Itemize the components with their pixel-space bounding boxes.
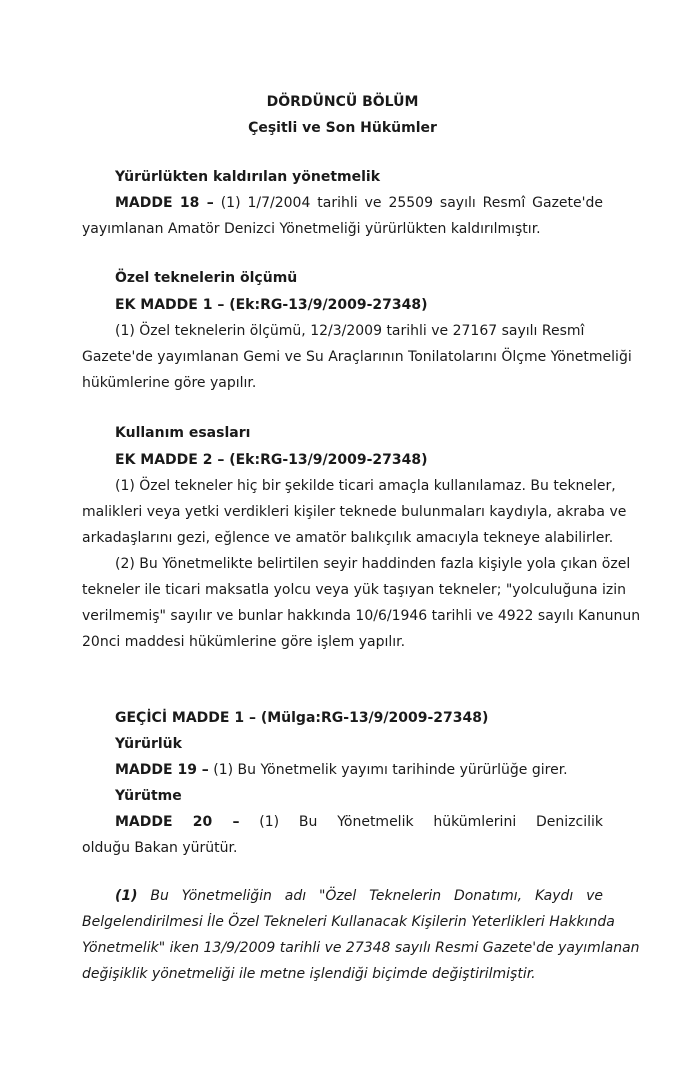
ek-article-1-heading: EK MADDE 1 – (Ek:RG-13/9/2009-27348) (115, 297, 428, 313)
article-18-title: Yürürlükten kaldırılan yönetmelik (115, 169, 381, 185)
ek-article-2-p2-line-4: 20nci maddesi hükümlerine göre işlem yapılır. (82, 634, 406, 650)
ek-article-2-heading: EK MADDE 2 – (Ek:RG-13/9/2009-27348) (115, 452, 428, 468)
temporary-article-1-heading: GEÇİCİ MADDE 1 – (Mülga:RG-13/9/2009-27348) (115, 710, 489, 726)
article-19-title: Yürürlük (115, 736, 182, 752)
ek-article-2-p2-line-3: verilmemiş" sayılır ve bunlar hakkında 10/6/1946 tarihli ve 4922 sayılı Kanunun (82, 608, 641, 624)
ek-article-1-line-2: Gazete'de yayımlanan Gemi ve Su Araçlarının Tonilatolarını Ölçme Yönetmeliği (82, 349, 632, 365)
article-20-line-1: MADDE 20 – (1) Bu Yönetmelik hükümlerini Denizcilik (115, 814, 603, 830)
footnote-line-4: değişiklik yönetmeliği ile metne işlendiği biçimde değiştirilmiştir. (82, 966, 536, 982)
ek-article-2-p1-line-3: arkadaşlarını gezi, eğlence ve amatör balıkçılık amacıyla tekneye alabilirler. (82, 530, 614, 546)
ek-article-2-p1-line-2: malikleri veya yetki verdikleri kişiler teknede bulunmaları kaydıyla, akraba ve (82, 504, 627, 520)
section-subheading: Çeşitli ve Son Hükümler (248, 120, 437, 136)
footnote-line-1: (1) Bu Yönetmeliğin adı "Özel Teknelerin Donatımı, Kaydı ve (115, 888, 603, 904)
article-18-line-1-label: MADDE 18 – (115, 195, 214, 211)
article-19-text: (1) Bu Yönetmelik yayımı tarihinde yürürlüğe girer. (208, 762, 568, 778)
footnote-number: (1) (115, 888, 138, 904)
ek-article-1-line-3: hükümlerine göre yapılır. (82, 375, 257, 391)
ek-article-2-p2-line-2: tekneler ile ticari maksatla yolcu veya yük taşıyan tekneler; "yolculuğuna izin (82, 582, 627, 598)
section-heading: DÖRDÜNCÜ BÖLÜM (266, 94, 419, 110)
ek-article-1-line-1: (1) Özel teknelerin ölçümü, 12/3/2009 tarihli ve 27167 sayılı Resmî (115, 323, 585, 339)
article-19-line (115, 760, 568, 780)
article-18-line-1: MADDE 18 – (1) 1/7/2004 tarihli ve 25509 sayılı Resmî Gazete'de (115, 195, 603, 211)
ek-article-2-p1-line-1: (1) Özel tekneler hiç bir şekilde ticari amaçla kullanılamaz. Bu tekneler, (115, 478, 616, 494)
article-20-title: Yürütme (115, 788, 182, 804)
ek-article-2-p2-line-1: (2) Bu Yönetmelikte belirtilen seyir haddinden fazla kişiyle yola çıkan özel (115, 556, 631, 572)
ek-article-1-title: Özel teknelerin ölçümü (115, 270, 298, 286)
article-20-line-1-label: MADDE 20 – (115, 814, 240, 830)
article-20-line-2: olduğu Bakan yürütür. (82, 840, 238, 856)
footnote-line-3: Yönetmelik" iken 13/9/2009 tarihli ve 27348 sayılı Resmi Gazete'de yayımlanan (82, 940, 640, 956)
article-19-label: MADDE 19 – (115, 762, 209, 778)
ek-article-2-title: Kullanım esasları (115, 425, 251, 441)
article-18-line-2: yayımlanan Amatör Denizci Yönetmeliği yürürlükten kaldırılmıştır. (82, 221, 541, 237)
footnote-line-2: Belgelendirilmesi İle Özel Tekneleri Kullanacak Kişilerin Yeterlikleri Hakkında (82, 914, 615, 930)
